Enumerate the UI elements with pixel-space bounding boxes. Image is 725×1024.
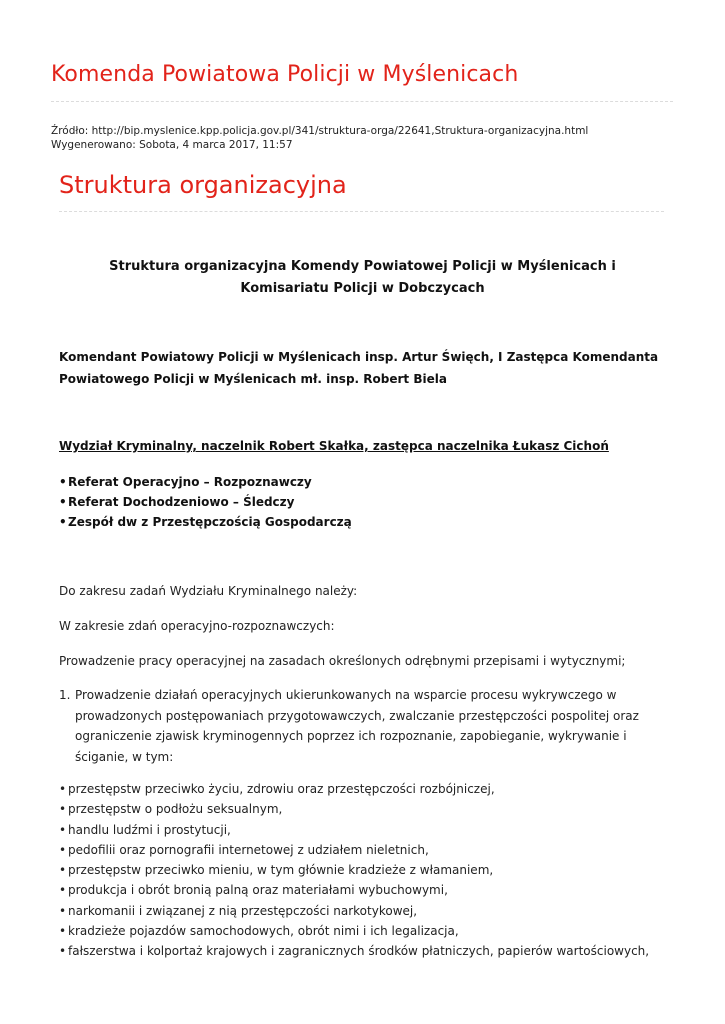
bullet-icon: • bbox=[59, 475, 67, 489]
list-item: • przestępstw przeciwko życiu, zdrowiu oraz przestępczości rozbójniczej, bbox=[59, 779, 649, 799]
bullet-icon: • bbox=[59, 924, 67, 939]
list-item: • produkcja i obrót bronią palną oraz materiałami wybuchowymi, bbox=[59, 880, 649, 900]
bullet-icon: • bbox=[59, 944, 67, 959]
site-title: Komenda Powiatowa Policji w Myślenicach bbox=[51, 62, 519, 87]
list-item: • narkomanii i związanej z nią przestępczości narkotykowej, bbox=[59, 901, 649, 921]
list-item: •Referat Dochodzeniowo – Śledczy bbox=[59, 492, 352, 512]
title-divider bbox=[51, 101, 673, 102]
item-text: Prowadzenie działań operacyjnych ukierunkowanych na wsparcie procesu wykrywczego w prowadzonych postępowaniach przygotowawczych, zwalczanie przestępczości pospolitej oraz ograniczenie zjawisk kryminogennych poprzez ich rozpoznanie, zapobieganie, wykrywanie i ściganie, w tym: bbox=[75, 688, 639, 764]
crimes-list bbox=[59, 779, 649, 962]
bullet-icon: • bbox=[59, 903, 67, 918]
list-item: •Referat Operacyjno – Rozpoznawczy bbox=[59, 472, 352, 492]
list-item: • pedofilii oraz pornografii internetowej z udziałem nieletnich, bbox=[59, 840, 649, 860]
list-item: • kradzieże pojazdów samochodowych, obrót nimi i ich legalizacja, bbox=[59, 921, 649, 941]
bullet-icon: • bbox=[59, 515, 67, 529]
bullet-icon: • bbox=[59, 883, 67, 898]
list-item: • fałszerstwa i kolportaż krajowych i zagranicznych środków płatniczych, papierów wartościowych, bbox=[59, 941, 649, 961]
bullet-icon: • bbox=[59, 822, 67, 837]
generated-date: Wygenerowano: Sobota, 4 marca 2017, 11:57 bbox=[51, 139, 293, 151]
paragraph-work: Prowadzenie pracy operacyjnej na zasadach określonych odrębnymi przepisami i wytycznymi; bbox=[59, 654, 626, 668]
bullet-icon: • bbox=[59, 842, 67, 857]
document-heading: Struktura organizacyjna Komendy Powiatowej Policji w Myślenicach i Komisariatu Policji w Dobczycach bbox=[109, 259, 616, 296]
numbered-item bbox=[59, 685, 669, 767]
paragraph-scope: Do zakresu zadań Wydziału Kryminalnego należy: bbox=[59, 584, 358, 598]
units-list bbox=[59, 472, 352, 532]
department-heading: Wydział Kryminalny, naczelnik Robert Skałka, zastępca naczelnika Łukasz Cichoń bbox=[59, 439, 609, 453]
list-item: • przestępstw o podłożu seksualnym, bbox=[59, 799, 649, 819]
section-divider bbox=[59, 211, 664, 212]
bullet-icon: • bbox=[59, 802, 67, 817]
source-url: Źródło: http://bip.myslenice.kpp.policja.gov.pl/341/struktura-orga/22641,Struktura-organizacyjna.html bbox=[51, 125, 589, 137]
list-item: •Zespół dw z Przestępczością Gospodarczą bbox=[59, 512, 352, 532]
paragraph-operational: W zakresie zdań operacyjno-rozpoznawczych: bbox=[59, 619, 335, 633]
commanders-paragraph: Komendant Powiatowy Policji w Myślenicach insp. Artur Święch, I Zastępca Komendanta Powiatowego Policji w Myślenicach mł. insp. Robert Biela bbox=[59, 350, 659, 386]
bullet-icon: • bbox=[59, 863, 67, 878]
list-item: • przestępstw przeciwko mieniu, w tym głównie kradzieże z włamaniem, bbox=[59, 860, 649, 880]
meta-block bbox=[51, 124, 588, 152]
list-item: • handlu ludźmi i prostytucji, bbox=[59, 820, 649, 840]
section-title: Struktura organizacyjna bbox=[59, 171, 347, 199]
bullet-icon: • bbox=[59, 782, 67, 796]
item-number: 1. bbox=[59, 688, 71, 702]
bullet-icon: • bbox=[59, 495, 67, 509]
